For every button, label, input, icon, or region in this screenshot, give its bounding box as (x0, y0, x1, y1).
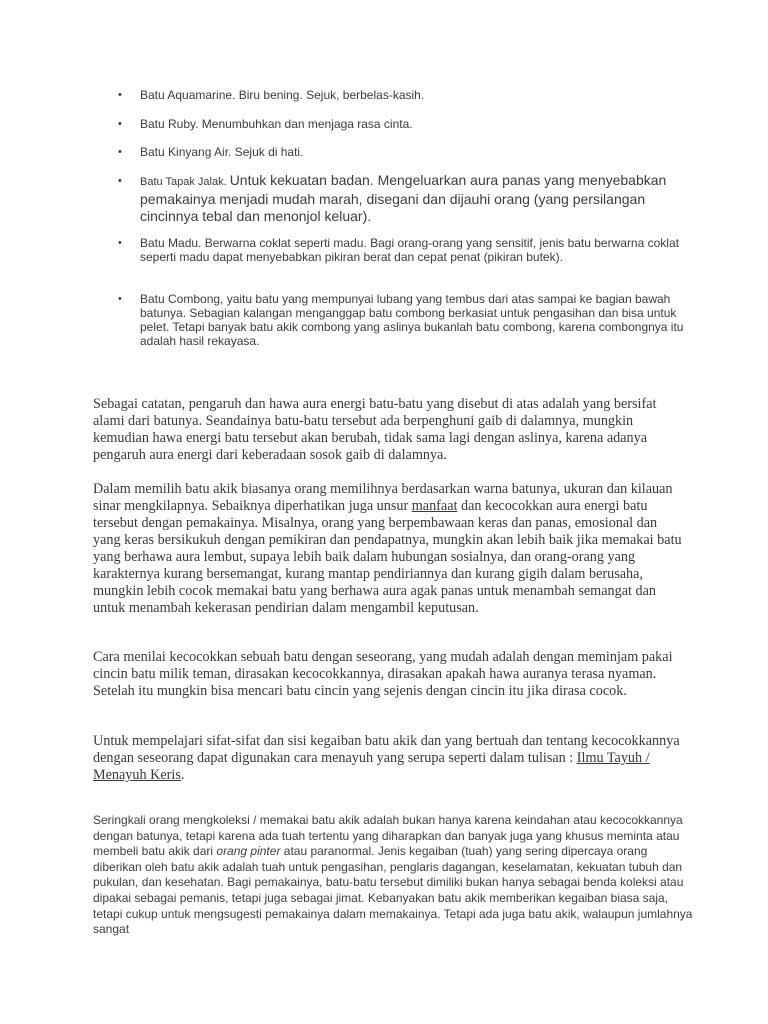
paragraph-text: atau paranormal. Jenis kegaiban (tuah) yang sering dipercaya orang diberikan oleh batu akik adalah tuah untuk pengasihan, penglaris dagangan, keselamatan, kekuatan tubuh dan pukulan, dan kesehatan. Bagi pemakainya, batu-batu tersebut dimiliki bukan hanya sebagai benda koleksi atau dipakai sebagai pemanis, tetapi juga sebagai jimat. Kebanyakan batu akik memberikan kegaiban biasa saja, tetapi cukup untuk mengsugesti pemakainya dalam memakainya. Tetapi ada juga batu akik, walaupun jumlahnya sangat (93, 844, 693, 937)
list-item (118, 117, 698, 131)
paragraph-collecting (93, 813, 693, 938)
orang-pinter-emphasis: orang pinter (216, 844, 281, 859)
paragraph-text: . (180, 767, 185, 783)
list-item (118, 292, 698, 348)
paragraph-choosing (93, 481, 683, 617)
paragraph-text: dan kecocokkan aura energi batu tersebut dengan pemakainya. Misalnya, orang yang berpembawaan keras dan panas, emosional dan yang keras bersikukuh dengan pemikiran dan pendapatnya, mungkin akan lebih baik jika memakai batu yang berhawa aura lembut, supaya lebih baik dalam hubungan sosialnya, dan orang-orang yang karakternya kurang bersemangat, kurang mantap pendiriannya dan kurang gigih dalam berusaha, mungkin lebih cocok memakai batu yang berhawa aura agak panas untuk menambah semangat dan untuk menambah kekerasan pendirian dalam mengambil keputusan. (93, 498, 682, 616)
list-item-text: Batu Kinyang Air. Sejuk di hati. (140, 145, 304, 159)
paragraph-compatibility (93, 649, 683, 700)
ilmu-tayuh-link[interactable]: Ilmu Tayuh / Menayuh Keris (93, 750, 650, 783)
list-item-lead: Batu Tapak Jalak. (140, 176, 230, 188)
list-item-text: Batu Aquamarine. Biru bening. Sejuk, berbelas-kasih. (140, 88, 425, 102)
manfaat-link[interactable]: manfaat (411, 498, 458, 514)
paragraph-text: Dalam memilih batu akik biasanya orang memilihnya berdasarkan warna batunya, ukuran dan kilauan sinar mengkilapnya. Sebaiknya diperhatikan juga unsur (93, 481, 673, 514)
list-item-text: Batu Combong, yaitu batu yang mempunyai lubang yang tembus dari atas sampai ke bagian bawah batunya. Sebagian kalangan menganggap batu combong berkasiat untuk pengasihan dan bisa untuk pelet. Tetapi banyak batu akik combong yang aslinya bukanlah batu combong, karena combongnya itu adalah hasil rekayasa. (140, 292, 684, 348)
bullet-icon: • (118, 89, 122, 101)
list-item (118, 145, 698, 159)
paragraph-text: Cara menilai kecocokkan sebuah batu dengan seseorang, yang mudah adalah dengan meminjam pakai cincin batu milik teman, dirasakan kecocokkannya, dirasakan apakah hawa auranya terasa nyaman. Setelah itu mungkin bisa mencari batu cincin yang sejenis dengan cincin itu jika dirasa cocok. (93, 649, 673, 699)
bullet-icon: • (118, 293, 122, 305)
bullet-icon: • (118, 118, 122, 130)
paragraph-text: Sebagai catatan, pengaruh dan hawa aura energi batu-batu yang disebut di atas adalah yang bersifat alami dari batunya. Seandainya batu-batu tersebut ada berpenghuni gaib di dalamnya, mungkin kemudian hawa energi batu tersebut akan berubah, tidak sama lagi dengan aslinya, karena adanya pengaruh aura energi dari keberadaan sosok gaib di dalamnya. (93, 396, 657, 463)
paragraph-study (93, 733, 683, 784)
list-item-text: Batu Madu. Berwarna coklat seperti madu. Bagi orang-orang yang sensitif, jenis batu berwarna coklat seperti madu dapat menyebabkan pikiran berat dan cepat penat (pikiran butek). (140, 236, 679, 264)
bullet-icon: • (118, 146, 122, 158)
list-item (118, 88, 698, 102)
bullet-icon: • (118, 175, 122, 187)
list-item-text: Untuk kekuatan badan. Mengeluarkan aura panas yang menyebabkan pemakainya menjadi mudah marah, disegani dan dijauhi orang (yang persilangan cincinnya tebal dan menonjol keluar). (140, 172, 667, 224)
paragraph-text: Seringkali orang mengkoleksi / memakai batu akik adalah bukan hanya karena keindahan atau kecocokkannya dengan batunya, tetapi karena ada tuah tertentu yang diharapkan dan banyak juga yang khusus meminta atau membeli batu akik dari (93, 813, 683, 859)
paragraph-text: Untuk mempelajari sifat-sifat dan sisi kegaiban batu akik dan yang bertuah dan tentang kecocokkannya dengan seseorang dapat digunakan cara menayuh yang serupa seperti dalam tulisan : (93, 733, 680, 766)
list-item-text: Batu Ruby. Menumbuhkan dan menjaga rasa cinta. (140, 117, 413, 131)
paragraph-note (93, 396, 683, 464)
list-item (118, 236, 698, 264)
bullet-icon: • (118, 237, 122, 249)
list-item (118, 172, 698, 225)
